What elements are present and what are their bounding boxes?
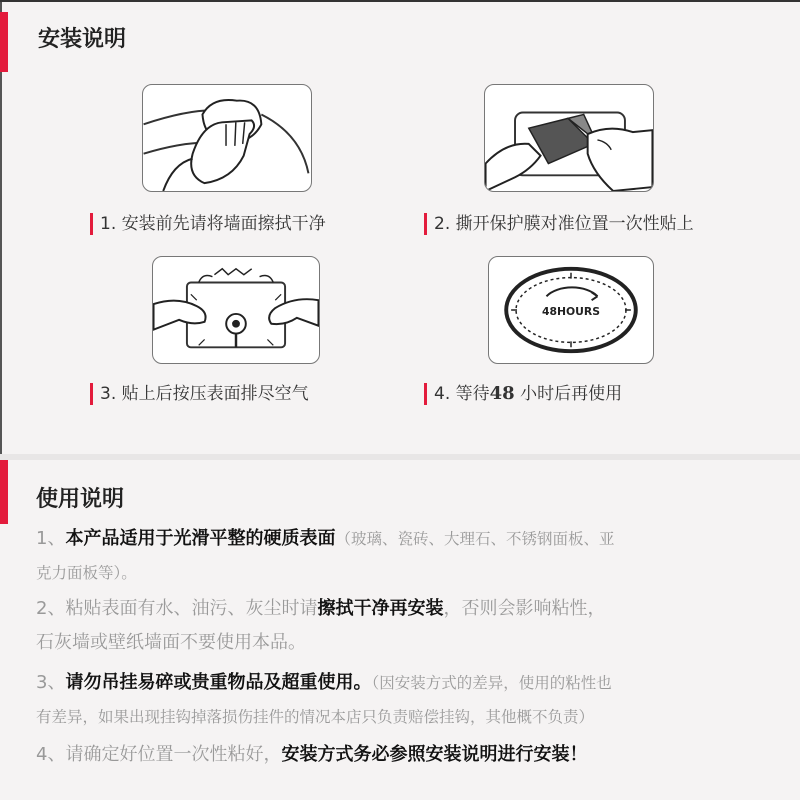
usage-item-2 [36, 592, 776, 660]
item-note: （因安装方式的差异，使用的粘性也 [371, 674, 612, 692]
step4-caption-number: 48 [489, 383, 515, 404]
item-note: 有差异，如果出现挂钩掉落损伤挂件的情况本店只负责赔偿挂钩，其他概不负责） [36, 708, 595, 726]
usage-item-4 [36, 738, 776, 772]
step2-caption: 2. 撕开保护膜对准位置一次性贴上 [424, 212, 694, 236]
item-note: 克力面板等）。 [36, 564, 137, 582]
item-text: ，否则会影响粘性， [443, 598, 606, 619]
step3-caption: 3. 贴上后按压表面排尽空气 [90, 382, 309, 406]
step3-illustration [152, 256, 320, 364]
clock-text: 48HOURS [541, 304, 601, 318]
item-emphasis: 安装方式务必参照安装说明进行安装！ [281, 744, 588, 765]
usage-item-1 [36, 522, 776, 590]
usage-section [0, 460, 800, 800]
item-text: 石灰墙或壁纸墙面不要使用本品。 [36, 632, 306, 653]
step1-illustration [142, 84, 312, 192]
section-accent-bar [0, 460, 8, 524]
item-emphasis: 擦拭干净再安装 [317, 598, 444, 619]
install-section [0, 2, 800, 454]
step2-illustration [484, 84, 654, 192]
item-emphasis: 请勿吊挂易碎或贵重物品及超重使用。 [65, 672, 372, 693]
wipe-wall-icon [143, 85, 311, 191]
item-note: （玻璃、瓷砖、大理石、不锈钢面板、亚 [335, 530, 615, 548]
step4-caption-post: 小时后再使用 [514, 384, 623, 404]
usage-title: 使用说明 [36, 487, 125, 512]
step4-illustration [488, 256, 654, 364]
item-number: 1、 [36, 528, 66, 549]
item-text: 请确定好位置一次性粘好， [65, 744, 282, 765]
install-title: 安装说明 [38, 27, 127, 52]
press-hook-icon [153, 257, 319, 363]
item-number: 3、 [36, 672, 66, 693]
item-text: 粘贴表面有水、油污、灰尘时请 [65, 598, 318, 619]
section-accent-bar [0, 12, 8, 72]
step4-caption-pre: 4. 等待 [434, 384, 490, 404]
step1-caption: 1. 安装前先请将墙面擦拭干净 [90, 212, 326, 236]
item-number: 2、 [36, 598, 66, 619]
item-number: 4、 [36, 744, 66, 765]
peel-film-icon [485, 85, 653, 191]
item-emphasis: 本产品适用于光滑平整的硬质表面 [65, 528, 336, 549]
usage-item-3 [36, 666, 776, 734]
step4-caption [424, 382, 622, 406]
clock-icon [489, 257, 653, 363]
